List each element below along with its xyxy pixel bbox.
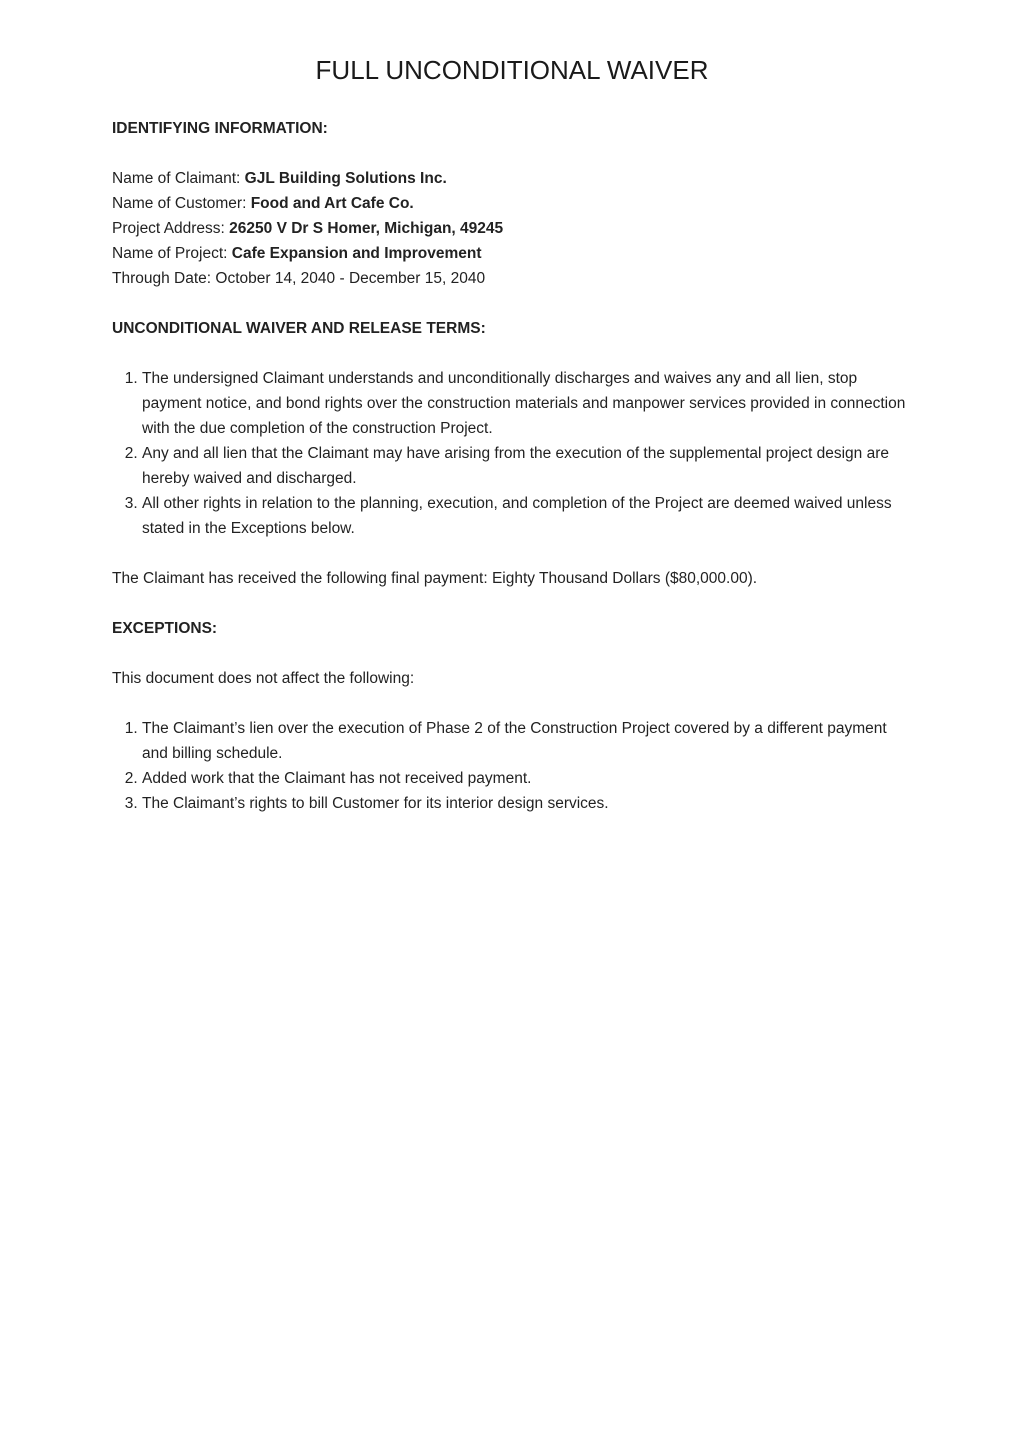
terms-item: 3. All other rights in relation to the planning, execution, and completion of the Project are deemed waived unless stated in the Exceptions below.	[142, 491, 914, 541]
claimant-value: GJL Building Solutions Inc.	[244, 170, 447, 187]
document-title: FULL UNCONDITIONAL WAIVER	[315, 55, 709, 85]
customer-line	[112, 191, 914, 216]
through-date-line: Through Date: October 14, 2040 - December 15, 2040	[112, 270, 486, 287]
identifying-details	[112, 166, 914, 291]
payment-statement: The Claimant has received the following final payment: Eighty Thousand Dollars ($80,000.00).	[112, 570, 758, 587]
exceptions-item: 1. The Claimant’s lien over the execution of Phase 2 of the Construction Project covered by a different payment and billing schedule.	[142, 716, 914, 766]
project-label: Name of Project:	[112, 245, 232, 262]
project-value: Cafe Expansion and Improvement	[231, 245, 482, 262]
terms-item: 2. Any and all lien that the Claimant may have arising from the execution of the supplemental project design are hereby waived and discharged.	[142, 441, 914, 491]
exceptions-item: 3. The Claimant’s rights to bill Customer for its interior design services.	[142, 791, 914, 816]
customer-value: Food and Art Cafe Co.	[250, 195, 414, 212]
terms-heading: UNCONDITIONAL WAIVER AND RELEASE TERMS:	[112, 320, 486, 337]
customer-label: Name of Customer:	[112, 195, 251, 212]
identifying-heading: IDENTIFYING INFORMATION:	[112, 120, 328, 137]
address-label: Project Address:	[112, 220, 230, 237]
address-line	[112, 216, 914, 241]
exceptions-intro: This document does not affect the following:	[112, 670, 415, 687]
address-value: 26250 V Dr S Homer, Michigan, 49245	[229, 220, 504, 237]
exceptions-list	[112, 716, 914, 816]
exceptions-heading: EXCEPTIONS:	[112, 620, 218, 637]
terms-list	[112, 366, 914, 541]
exceptions-item: 2. Added work that the Claimant has not received payment.	[142, 766, 914, 791]
project-line	[112, 241, 914, 266]
claimant-label: Name of Claimant:	[112, 170, 245, 187]
terms-item: 1. The undersigned Claimant understands and unconditionally discharges and waives any and all lien, stop payment notice, and bond rights over the construction materials and manpower services provided in connection with the due completion of the construction Project.	[142, 366, 914, 441]
claimant-line	[112, 166, 914, 191]
